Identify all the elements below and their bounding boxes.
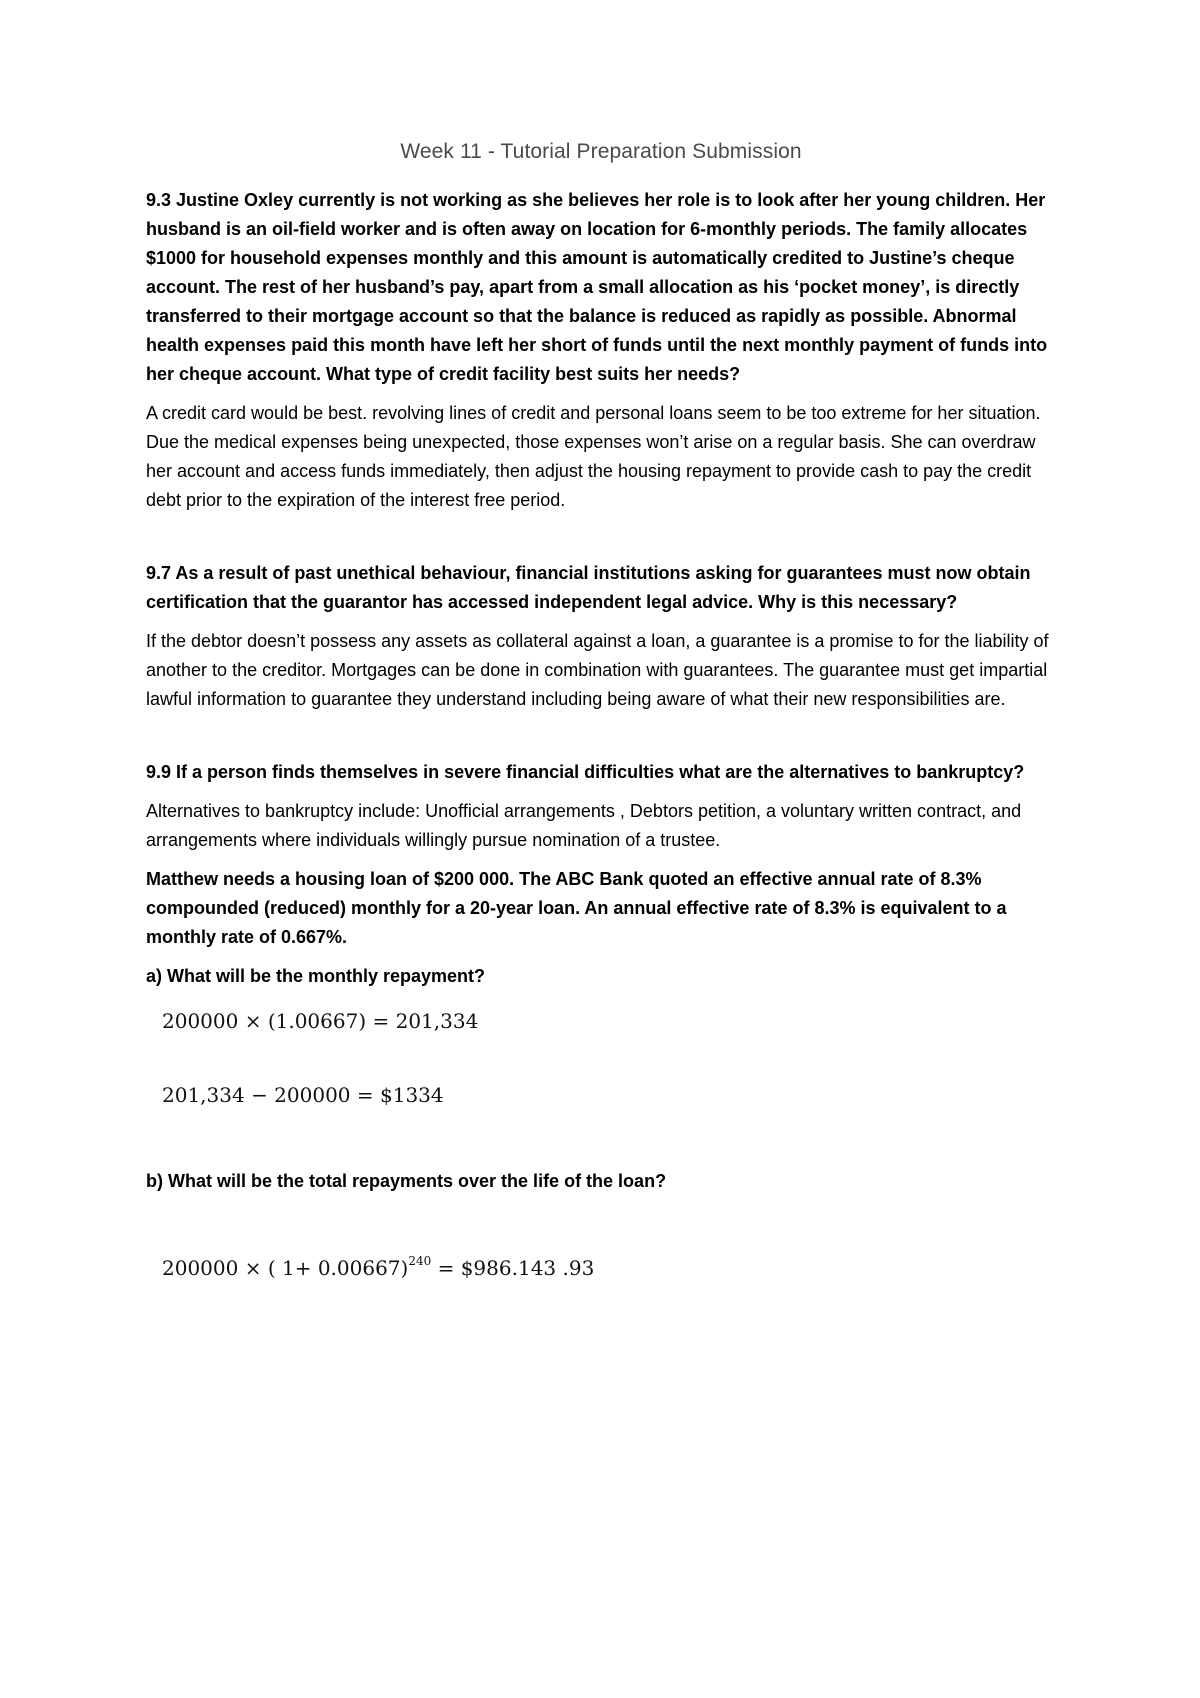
- formula-b: [162, 1254, 1056, 1280]
- formula-b-base: 200000 × ( 1+ 0.00667): [162, 1256, 409, 1280]
- part-a-question: a) What will be the monthly repayment?: [146, 966, 486, 986]
- formula-a1: 200000 × (1.00667) = 201,334: [162, 1009, 479, 1033]
- question-9-7: 9.7 As a result of past unethical behaviour, financial institutions asking for guarantees must now obtain certification that the guarantor has accessed independent legal advice. Why is this necessary?: [146, 563, 1031, 612]
- formula-b-result: = $986.143 .93: [431, 1256, 595, 1280]
- answer-9-7: If the debtor doesn’t possess any assets as collateral against a loan, a guarantee is a promise to for the liability of another to the creditor. Mortgages can be done in combination with guarantees. The guarantee must get impartial lawful information to guarantee they understand including being aware of what their new responsibilities are.: [146, 631, 1049, 709]
- answer-9-3: A credit card would be best. revolving lines of credit and personal loans seem to be too extreme for her situation. Due the medical expenses being unexpected, those expenses won’t arise on a regular basis. She can overdraw her account and access funds immediately, then adjust the housing repayment to provide cash to pay the credit debt prior to the expiration of the interest free period.: [146, 403, 1041, 510]
- formula-b-exponent: 240: [408, 1254, 432, 1268]
- document-page: [146, 140, 1056, 1280]
- spacer: [146, 515, 1056, 559]
- question-9-9: 9.9 If a person finds themselves in severe financial difficulties what are the alternatives to bankruptcy?: [146, 762, 1025, 782]
- question-9-3: 9.3 Justine Oxley currently is not working as she believes her role is to look after her young children. Her husband is an oil-field worker and is often away on location for 6-monthly periods. The family allocates $1000 for household expenses monthly and this amount is automatically credited to Justine’s cheque account. The rest of her husband’s pay, apart from a small allocation as his ‘pocket money’, is directly transferred to their mortgage account so that the balance is reduced as rapidly as possible. Abnormal health expenses paid this month have left her short of funds until the next monthly payment of funds into her cheque account. What type of credit facility best suits her needs?: [146, 190, 1048, 384]
- formula-a2: 201,334 − 200000 = $1334: [162, 1083, 444, 1107]
- answer-9-9: Alternatives to bankruptcy include: Unofficial arrangements , Debtors petition, a voluntary written contract, and arrangements where individuals willingly pursue nomination of a trustee.: [146, 801, 1022, 850]
- part-b-question: b) What will be the total repayments over the life of the loan?: [146, 1171, 667, 1191]
- loan-problem: Matthew needs a housing loan of $200 000. The ABC Bank quoted an effective annual rate of 8.3% compounded (reduced) monthly for a 20-year loan. An annual effective rate of 8.3% is equivalent to a monthly rate of 0.667%.: [146, 869, 1007, 947]
- document-title: Week 11 - Tutorial Preparation Submission: [400, 140, 802, 163]
- spacer: [146, 714, 1056, 758]
